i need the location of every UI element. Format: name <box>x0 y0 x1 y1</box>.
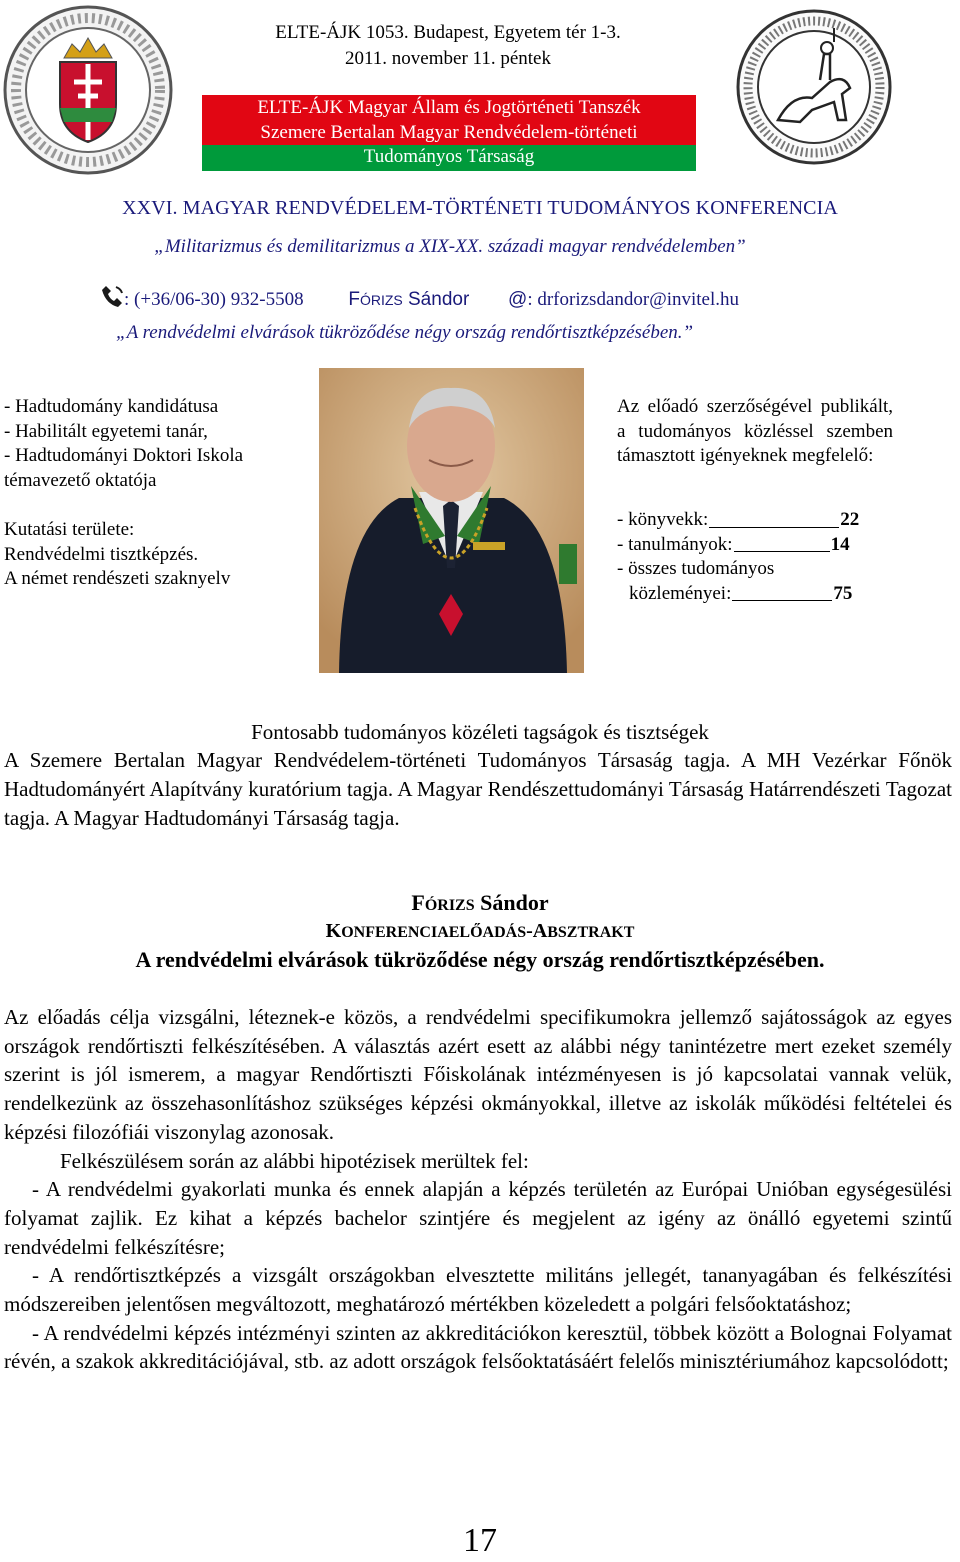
stat-total-label-2: közleményei: <box>629 582 732 604</box>
leader-dots <box>732 600 832 601</box>
contact-name-initial: F <box>348 289 360 310</box>
body-paragraph: - A rendvédelmi gyakorlati munka és ennek alapján a képzés területén az Európai Unióban egységesülési folyamat zajlik. Ez kihat a képzés bachelor szintjére és megjelent az igény az önálló egyetemi szintű rendvédelmi felkészítésre; <box>4 1177 952 1259</box>
abstract-author-given: Sándor <box>474 890 549 915</box>
header-date: 2011. november 11. péntek <box>345 48 551 69</box>
page-number: 17 <box>463 1522 497 1559</box>
body-paragraph: Felkészülésem során az alábbi hipotézisek merültek fel: <box>60 1148 529 1173</box>
stat-total-label-line <box>617 557 893 582</box>
contact-name-surname: ÓRIZS <box>359 292 403 308</box>
leader-dots <box>734 551 830 552</box>
stat-books-value: 22 <box>840 509 860 530</box>
stat-studies <box>617 533 893 558</box>
memberships-heading: Fontosabb tudományos közéleti tagságok és tisztségek <box>251 720 709 744</box>
abstract-kind-part: K <box>325 920 342 942</box>
body-paragraph: Az előadás célja vizsgálni, léteznek-e közös, a rendvédelmi specifikumokra jellemző sajátosságok az egyes országok rendőrtiszti felkészítésében. A választás azért esett az alábbi négy tanintézetre mert ezeket személy szerint is jól ismerem, a magyar Rendőrtiszti Főiskolának intézményesen is jó kapcsolatai vannak velük, rendelkezünk az összehasonlításhoz szükséges képzési okmányokkal, illetve az iskolák működési feltételei és képzési filozófiái viszonylag azonosak. <box>4 1005 952 1144</box>
abstract-body <box>4 1003 952 1376</box>
contact-name <box>348 289 469 310</box>
cv-line: - Hadtudományi Doktori Iskola <box>4 445 244 467</box>
header-org-line-3: Tudományos Társaság <box>363 146 535 167</box>
research-line: A német rendészeti szaknyelv <box>4 568 231 590</box>
cv-line: - Hadtudomány kandidátusa <box>4 396 219 417</box>
stat-total <box>617 582 893 607</box>
body-paragraph: - A rendőrtisztképzés a vizsgált országokban elvesztette militáns jellegét, tananyagában és felkészítési módszereiben jelentősen megváltozott, meghatározó mértékben közeledett a polgári felsőoktatáshoz; <box>4 1263 952 1317</box>
header-org-line-1: ELTE-ÁJK Magyar Állam és Jogtörténeti Tanszék <box>257 97 641 118</box>
abstract-kind <box>0 920 960 943</box>
memberships-text: A Szemere Bertalan Magyar Rendvédelem-történeti Tudományos Társaság tagja. A MH Vezérkar Főnök Hadtudományért Alapítvány kuratórium tagja. A Magyar Rendészettudományi Társaság Határrendészeti Tagozat tagja. A Magyar Hadtudományi Társaság tagja. <box>4 748 952 830</box>
abstract-kind-part: BSZTRAKT <box>547 924 635 941</box>
abstract-author-initial: F <box>411 890 425 915</box>
publications-intro: Az előadó szerzőségével publikált, a tudományos közléssel szemben támasztott igényeknek megfelelő: <box>617 396 893 467</box>
abstract-author-surname: ÓRIZS <box>424 897 475 914</box>
stat-books-label: - könyvekk: <box>617 509 709 530</box>
contact-name-given: Sándor <box>402 289 470 310</box>
publications-stats <box>617 508 893 606</box>
stat-total-label-1: - összes tudományos <box>617 558 775 580</box>
szemere-society-seal-icon <box>734 2 894 172</box>
abstract-author <box>0 890 960 916</box>
header-org-line-2: Szemere Bertalan Magyar Rendvédelem-történeti <box>260 122 638 143</box>
cv-list <box>4 395 304 493</box>
abstract-title: A rendvédelmi elvárások tükröződése négy ország rendőrtisztképzésében. <box>135 947 825 972</box>
leader-dots <box>709 527 839 528</box>
email-icon: @ <box>508 289 528 310</box>
contact-line <box>100 284 739 314</box>
stat-studies-value: 14 <box>830 533 850 555</box>
speaker-portrait-photo <box>319 368 584 673</box>
talk-title: „A rendvédelmi elvárások tükröződése négy ország rendőrtisztképzésében.” <box>116 322 694 343</box>
stat-books <box>617 508 893 533</box>
phone-number: : (+36/06-30) 932-5508 <box>124 289 304 310</box>
email-address[interactable]: : drforizsdandor@invitel.hu <box>527 289 739 310</box>
elte-university-seal-icon <box>2 4 174 176</box>
abstract-kind-part: -A <box>526 920 548 942</box>
cv-line: - Habilitált egyetemi tanár, <box>4 420 208 442</box>
research-line: Kutatási területe: <box>4 519 135 540</box>
research-area <box>4 518 304 592</box>
abstract-kind-part: ONFERENCIAELŐADÁS <box>341 924 527 941</box>
stat-total-value: 75 <box>833 582 853 604</box>
conference-subtitle: „Militarizmus és demilitarizmus a XIX-XX. századi magyar rendvédelemben” <box>154 236 746 257</box>
phone-icon <box>100 284 124 314</box>
research-line: Rendvédelmi tisztképzés. <box>4 543 199 565</box>
conference-title: XXVI. MAGYAR RENDVÉDELEM-TÖRTÉNETI TUDOMÁNYOS KONFERENCIA <box>122 197 838 219</box>
body-paragraph: - A rendvédelmi képzés intézményi szinten az akkreditációkon keresztül, többek között a Bolognai Folyamat révén, a szakok akkreditációjával, stb. az adott országok felsőoktatásáért felelős minisztériumához kapcsolódott; <box>4 1320 952 1374</box>
cv-line: témavezető oktatója <box>4 469 157 491</box>
header-address: ELTE-ÁJK 1053. Budapest, Egyetem tér 1-3. <box>275 22 621 43</box>
stat-studies-label: - tanulmányok: <box>617 533 733 555</box>
